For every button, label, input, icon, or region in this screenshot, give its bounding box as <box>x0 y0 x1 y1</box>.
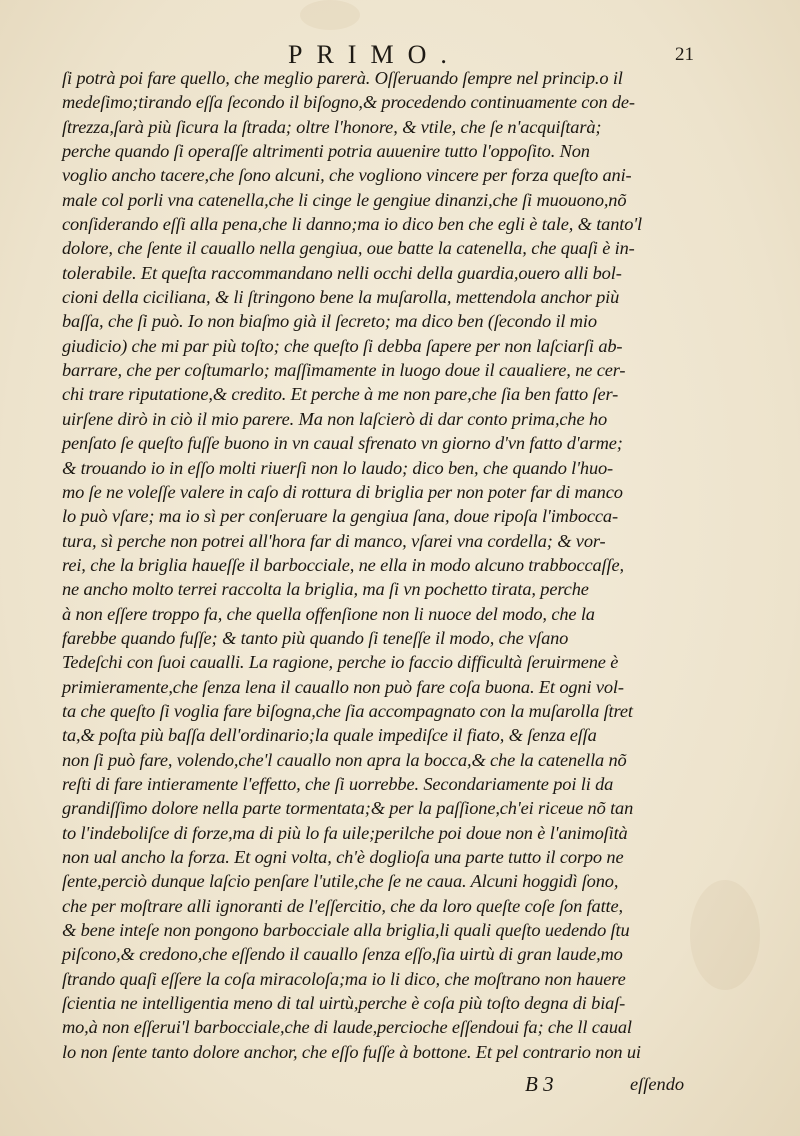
text-line: cioni della ciciliana, & li ſtringono bene la muſarolla, mettendola anchor più <box>62 287 620 308</box>
text-line: lo può vſare; ma io sì per conſeruare la gengiua ſana, doue ripoſa l'imbocca- <box>62 506 618 527</box>
text-line: reſti di fare intieramente l'effetto, che ſi uorrebbe. Secondariamente poi li da <box>62 773 614 794</box>
text-line: ta,& poſta più baſſa dell'ordinario;la quale impediſce il fiato, & ſenza eſſa <box>62 725 597 746</box>
page-footer <box>0 1072 800 1102</box>
text-line: chi trare riputatione,& credito. Et perche à me non pare,che ſia ben fatto ſer- <box>62 384 619 405</box>
page-number: 21 <box>675 44 694 65</box>
text-line: tolerabile. Et queſta raccommandano nelli occhi della guardia,ouero alli bol- <box>62 262 622 283</box>
text-line: male col porli vna catenella,che li cinge le gengiue dinanzi,che ſi muouono,nõ <box>62 189 627 210</box>
text-line: ſente,perciò dunque laſcio penſare l'utile,che ſe ne caua. Alcuni hoggidì ſono, <box>62 871 619 892</box>
text-line: to l'indeboliſce di forze,ma di più lo fa uile;perilche poi doue non è l'animoſità <box>62 822 628 843</box>
text-line: perche quando ſi operaſſe altrimenti potria auuenire tutto l'oppoſito. Non <box>62 141 590 162</box>
text-line: non ſi può fare, volendo,che'l cauallo non apra la bocca,& che la catenella nõ <box>62 749 627 770</box>
text-line: baſſa, che ſi può. Io non biaſmo già il ſecreto; ma dico ben (ſecondo il mio <box>62 311 597 332</box>
text-line: ſtrando quaſi eſſere la coſa miracoloſa;ma io li dico, che moſtrano non hauere <box>62 968 626 989</box>
text-line: & bene inteſe non pongono barbocciale alla briglia,li quali queſto uedendo ſtu <box>62 920 630 941</box>
text-line: piſcono,& credono,che eſſendo il cauallo ſenza eſſo,ſia uirtù di gran laude,mo <box>62 944 623 965</box>
running-title: PRIMO. <box>288 40 461 69</box>
text-line: lo non ſente tanto dolore anchor, che eſſo fuſſe à bottone. Et pel contrario non ui <box>62 1041 641 1062</box>
paper-stain <box>300 0 360 30</box>
text-line: barrare, che per coſtumarlo; maſſimamente in luogo doue il caualiere, ne cer- <box>62 360 626 381</box>
text-line: conſiderando eſſi alla pena,che li danno;ma io dico ben che egli è tale, & tanto'l <box>62 214 643 235</box>
text-line: penſato ſe queſto fuſſe buono in vn caual sfrenato vn giorno d'vn fatto d'arme; <box>62 433 623 454</box>
text-line: mo,à non eſſerui'l barbocciale,che di laude,percioche eſſendoui fa; che ll caual <box>62 1017 632 1038</box>
text-line: medeſimo;tirando eſſa ſecondo il biſogno,& procedendo continuamente con de- <box>62 92 635 113</box>
text-line: ſi potrà poi fare quello, che meglio parerà. Oſſeruando ſempre nel princip.o il <box>62 68 623 88</box>
text-line: grandiſſimo dolore nella parte tormentata;& per la paſſione,ch'ei riceue nõ tan <box>62 798 634 819</box>
text-line: tura, sì perche non potrei all'hora far di manco, vſarei vna cordella; & vor- <box>62 530 606 551</box>
text-line: giudicio) che mi par più toſto; che queſto ſi debba ſapere per non laſciarſi ab- <box>62 335 623 356</box>
text-line: rei, che la briglia haueſſe il barbocciale, ne ella in modo alcuno trabboccaſſe, <box>62 554 624 575</box>
text-line: mo ſe ne voleſſe valere in caſo di rottura di briglia per non poter far di manco <box>62 481 623 502</box>
text-line: ta che queſto ſi voglia fare biſogna,che ſia accompagnato con la muſarolla ſtret <box>62 700 633 721</box>
text-line: ſcientia ne intelligentia meno di tal uirtù,perche è coſa più toſto degna di biaſ- <box>62 993 626 1014</box>
text-line: & trouando io in eſſo molti riuerſi non lo laudo; dico ben, che quando l'huo- <box>62 457 614 478</box>
text-line: ſtrezza,ſarà più ſicura la ſtrada; oltre l'honore, & vtile, che ſe n'acquiſtarà; <box>62 116 602 137</box>
text-body <box>62 66 722 1064</box>
text-line: ne ancho molto terrei raccolta la briglia, ma ſi vn pochetto tirata, perche <box>62 579 589 600</box>
text-line: primieramente,che ſenza lena il cauallo non può fare coſa buona. Et ogni vol- <box>62 676 624 697</box>
catchword: eſſendo <box>630 1074 685 1094</box>
text-line: uirſene dirò in ciò il mio parere. Ma non laſcierò di dar conto prima,che ho <box>62 408 608 429</box>
text-line: à non eſſere troppo fa, che quella offenſione non li nuoce del modo, che la <box>62 603 595 624</box>
signature-mark: B 3 <box>525 1072 554 1096</box>
text-line: farebbe quando fuſſe; & tanto più quando ſi teneſſe il modo, che vſano <box>62 627 569 648</box>
text-line: voglio ancho tacere,che ſono alcuni, che vogliono vincere per forza queſto ani- <box>62 165 632 186</box>
text-line: che per moſtrare alli ignoranti de l'eſſercitio, che da loro queſte coſe ſon fatte, <box>62 895 623 916</box>
text-line: dolore, che ſente il cauallo nella gengiua, oue batte la catenella, che quaſi è in- <box>62 238 635 259</box>
text-line: Tedeſchi con ſuoi caualli. La ragione, perche io faccio difficultà ſeruirmene è <box>62 652 619 673</box>
text-line: non ual ancho la forza. Et ogni volta, ch'è doglioſa una parte tutto il corpo ne <box>62 847 624 867</box>
